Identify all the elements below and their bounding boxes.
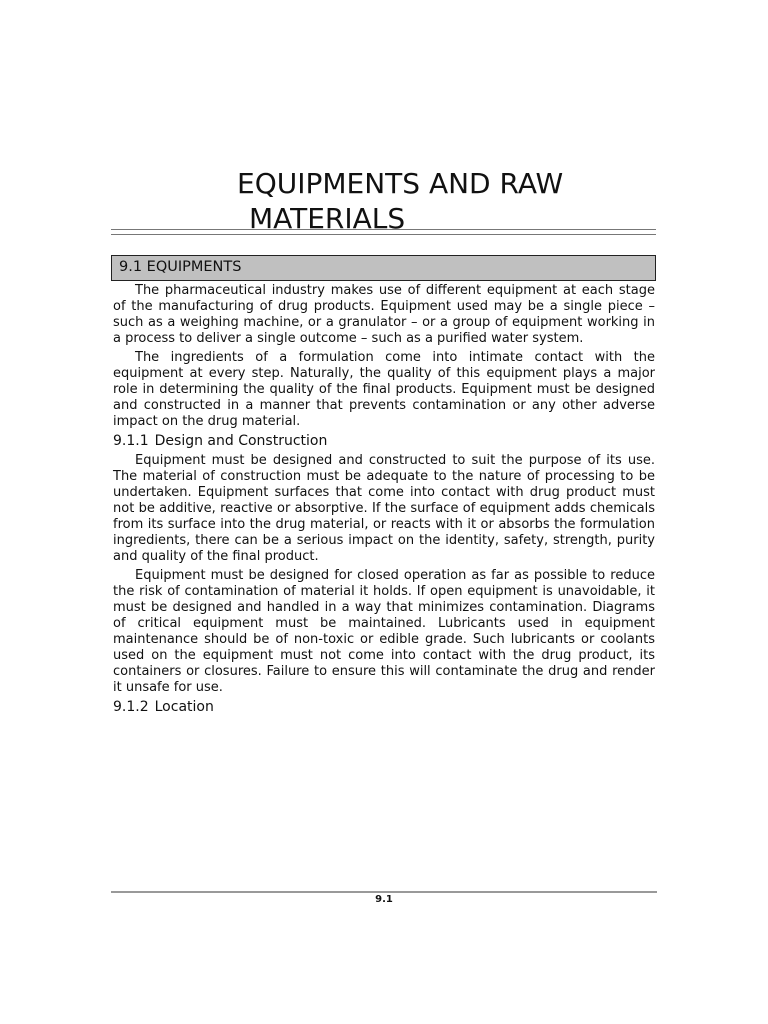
body-text (113, 283, 655, 719)
subsection-heading-location (113, 699, 655, 716)
paragraph: The pharmaceutical industry makes use of different equipment at each stage of the manufacturing of drug products. Equipment used may be a single piece – such as a weighing machine, or a granulator – or a group of equipment working in a process to deliver a single outcome – such as a purified water system. (113, 283, 655, 346)
subsection-number: 9.1.1 (113, 433, 149, 449)
subsection-heading-design (113, 433, 655, 450)
subsection-title: Design and Construction (154, 433, 328, 449)
paragraph: The ingredients of a formulation come into intimate contact with the equipment at every step. Naturally, the quality of this equipment plays a major role in determining the quality of the final products. Equipment must be designed and constructed in a manner that prevents contamination or any other adverse impact on the drug material. (113, 350, 655, 429)
paragraph: Equipment must be designed and constructed to suit the purpose of its use. The material of construction must be adequate to the nature of processing to be undertaken. Equipment surfaces that come into contact with drug product must not be additive, reactive or absorptive. If the surface of equipment adds chemicals from its surface into the drug material, or reacts with it or absorbs the formulation ingredients, there can be a serious impact on the identity, safety, strength, purity and quality of the final product. (113, 453, 655, 564)
title-divider (111, 229, 656, 235)
chapter-title (237, 166, 657, 236)
subsection-number: 9.1.2 (113, 699, 149, 715)
footer-divider (111, 891, 657, 893)
chapter-title-line2: MATERIALS (249, 201, 406, 235)
section-heading-box (111, 255, 656, 281)
paragraph: Equipment must be designed for closed operation as far as possible to reduce the risk of contamination of material it holds. If open equipment is unavoidable, it must be designed and handled in a way that minimizes contamination. Diagrams of critical equipment must be maintained. Lubricants used in equipment maintenance should be of non-toxic or edible grade. Such lubricants or coolants used on the equipment must not come into contact with the drug product, its containers or closures. Failure to ensure this will contaminate the drug and render it unsafe for use. (113, 568, 655, 695)
page-number: 9.1 (375, 894, 393, 905)
chapter-title-line1: EQUIPMENTS AND RAW (237, 166, 564, 200)
section-heading: 9.1 EQUIPMENTS (119, 259, 242, 275)
subsection-title: Location (154, 699, 214, 715)
